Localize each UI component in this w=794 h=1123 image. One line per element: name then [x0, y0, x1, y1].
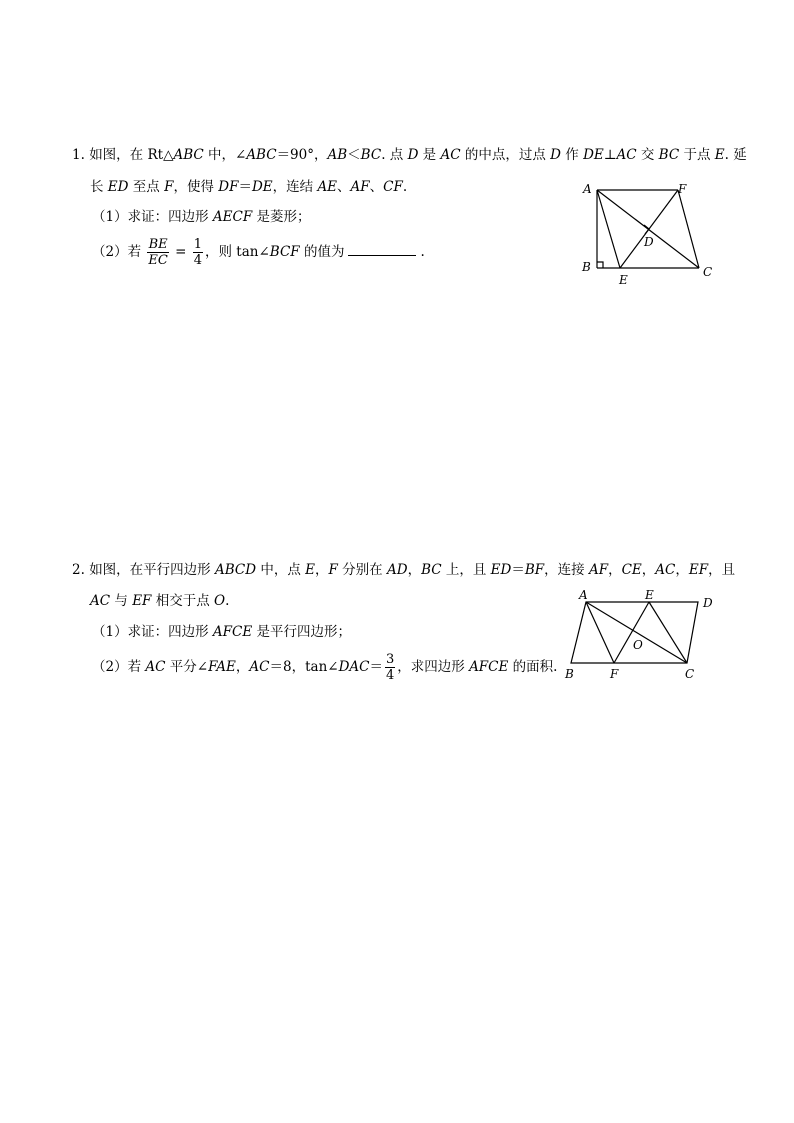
label-e: E — [645, 588, 654, 602]
math-var: FAE — [208, 659, 236, 675]
problem2-number: 2. — [72, 562, 85, 578]
text: （1）求证：四边形 — [92, 209, 213, 225]
right-angle-mark-b — [597, 262, 603, 268]
problem1-part2 — [92, 235, 425, 269]
math-var: E — [305, 562, 316, 578]
text: 如图，在 Rt△ — [89, 147, 174, 163]
problem1-number: 1. — [72, 147, 85, 163]
math-var: AD — [386, 562, 408, 578]
math-var: AF — [350, 179, 370, 195]
text: ，使得 — [173, 179, 219, 195]
text: 是平行四边形； — [252, 624, 351, 640]
text: ⊥ — [603, 147, 617, 163]
fraction-numerator: BE — [148, 237, 168, 252]
text: 交 — [636, 147, 659, 163]
label-a: A — [583, 182, 592, 196]
text: ， — [641, 562, 656, 578]
label-a: A — [579, 588, 588, 602]
label-d: D — [644, 235, 654, 249]
problem2-part1 — [92, 623, 351, 641]
math-var: CE — [621, 562, 642, 578]
text: ＜ — [347, 147, 361, 163]
text: ，连接 — [544, 562, 589, 578]
segment-ce — [649, 602, 687, 663]
math-var: EF — [132, 593, 152, 609]
math-var: CF — [383, 179, 403, 195]
text: ，连结 — [272, 179, 318, 195]
math-var: DF — [218, 179, 239, 195]
fraction-three-fourths — [385, 652, 395, 683]
problem2-figure — [560, 585, 730, 685]
label-f: F — [678, 182, 687, 196]
text: 的面积. — [508, 659, 558, 675]
text: 中，∠ — [203, 147, 247, 163]
text: 至点 — [128, 179, 165, 195]
label-c: C — [685, 667, 695, 681]
math-var: ABCD — [214, 562, 257, 578]
text: ， — [407, 562, 422, 578]
text: ，则 tan∠ — [205, 244, 270, 260]
label-o: O — [633, 638, 643, 652]
text: 相交于点 — [151, 593, 215, 609]
fraction-numerator: 3 — [385, 652, 395, 667]
text: . 点 — [381, 147, 408, 163]
label-d: D — [703, 596, 713, 610]
text: 平分∠ — [165, 659, 209, 675]
text: . — [420, 244, 425, 260]
answer-blank[interactable] — [348, 243, 416, 256]
text: ＝ — [238, 179, 252, 195]
text: 是菱形； — [252, 209, 311, 225]
math-var: ABC — [173, 147, 204, 163]
fraction-denominator: 4 — [385, 668, 395, 683]
text: 、 — [337, 179, 351, 195]
text: 分别在 — [337, 562, 387, 578]
math-var: AC — [655, 562, 676, 578]
problem1-figure — [572, 178, 722, 288]
text: ＝90°， — [276, 147, 328, 163]
text: （2）若 — [92, 244, 146, 260]
text: 作 — [561, 147, 584, 163]
math-var: AC — [249, 659, 270, 675]
text: 、 — [369, 179, 384, 195]
text: 于点 — [679, 147, 715, 163]
math-var: ED — [490, 562, 512, 578]
text: ，求四边形 — [397, 659, 470, 675]
fraction-denominator: 4 — [193, 253, 203, 268]
math-var: E — [714, 147, 725, 163]
text: 如图，在平行四边形 — [89, 562, 215, 578]
text: ，且 — [708, 562, 736, 578]
text: ， — [608, 562, 622, 578]
label-e: E — [619, 273, 628, 287]
math-var: BC — [658, 147, 680, 163]
segment-ae — [597, 190, 620, 268]
segment-ef — [614, 602, 649, 663]
math-var: AFCE — [212, 624, 253, 640]
figure-lines — [571, 602, 698, 663]
label-f: F — [610, 667, 619, 681]
math-var: AF — [588, 562, 609, 578]
segment-ac — [586, 602, 687, 663]
math-var: D — [407, 147, 419, 163]
text: （1）求证：四边形 — [92, 624, 213, 640]
text: ， — [235, 659, 250, 675]
math-var: AECF — [212, 209, 253, 225]
math-var: BC — [360, 147, 382, 163]
problem2-line2 — [90, 592, 229, 610]
math-var: AC — [90, 593, 111, 609]
text: ， — [315, 562, 329, 578]
math-var: F — [328, 562, 338, 578]
text: ＝ — [369, 659, 383, 675]
text: . 延 — [724, 147, 747, 163]
label-c: C — [703, 265, 713, 279]
segment-ac — [597, 190, 699, 268]
text: 长 — [90, 179, 108, 195]
text: 上，且 — [441, 562, 491, 578]
text: 是 — [418, 147, 441, 163]
math-var: O — [214, 593, 226, 609]
math-var: BF — [524, 562, 545, 578]
math-var: DE — [251, 179, 273, 195]
text: ＝8，tan∠ — [269, 659, 339, 675]
label-b: B — [582, 260, 591, 274]
label-b: B — [565, 667, 574, 681]
math-var: DAC — [338, 659, 370, 675]
fraction-be-over-ec — [147, 237, 168, 268]
figure-lines — [597, 190, 699, 268]
fraction-denominator: EC — [148, 253, 168, 268]
problem2-part2 — [92, 650, 557, 684]
problem1-line1 — [72, 146, 747, 164]
math-var: D — [550, 147, 561, 163]
math-var: BCF — [269, 244, 300, 260]
problem2-line1 — [72, 561, 735, 579]
math-var: DE — [583, 147, 604, 163]
problem1-part1 — [92, 208, 311, 226]
math-var: BC — [421, 562, 442, 578]
fraction-numerator: 1 — [193, 237, 203, 252]
text: . — [225, 593, 230, 609]
text: 的值为 — [299, 244, 345, 260]
text: ， — [675, 562, 689, 578]
math-var: EF — [688, 562, 709, 578]
segment-cf — [678, 190, 699, 268]
math-var: F — [164, 179, 174, 195]
text: 中，点 — [256, 562, 306, 578]
text: ＝ — [511, 562, 525, 578]
text: 的中点，过点 — [460, 147, 551, 163]
problem1-line2 — [90, 178, 407, 196]
math-var: AE — [317, 179, 338, 195]
right-angle-mark-d — [644, 225, 649, 234]
text: . — [402, 179, 408, 195]
text: = — [170, 244, 191, 260]
math-var: AC — [616, 147, 637, 163]
text: （2）若 — [92, 659, 146, 675]
text: 与 — [110, 593, 133, 609]
math-var: AC — [440, 147, 461, 163]
math-var: AC — [145, 659, 166, 675]
math-var: ABC — [246, 147, 277, 163]
math-var: ED — [107, 179, 129, 195]
math-var: AFCE — [469, 659, 509, 675]
math-var: AB — [327, 147, 348, 163]
fraction-one-fourth — [193, 237, 203, 268]
